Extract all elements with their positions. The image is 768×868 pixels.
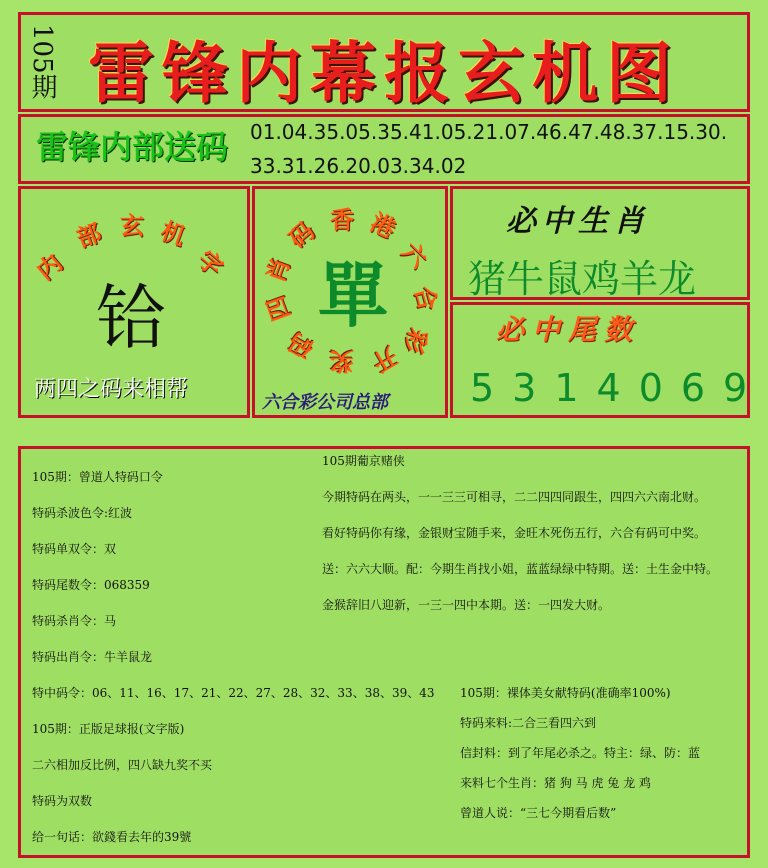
ring-char-3: 六 (395, 236, 434, 274)
list-item: 105期：裸体美女献特码(准确率100%) (460, 686, 671, 700)
list-item: 特码杀波色令:红波 (32, 506, 133, 520)
list-item: 特码出肖令：牛羊鼠龙 (32, 650, 153, 664)
list-item: 特码尾数令：068359 (32, 578, 150, 592)
page-title: 雷锋内幕报玄机图 (88, 34, 680, 112)
ring-char-2: 港 (366, 207, 401, 244)
list-item: 送：六六大顺。配：今期生肖找小姐，蓝蓝绿绿中特期。送：土生金中特。 (322, 562, 719, 576)
ring-char-10: 肖 (260, 253, 296, 287)
arc-char-4: 机 (157, 215, 190, 252)
list-item: 特码来料:二合三看四六到 (460, 716, 597, 730)
ring-char-11: 码 (282, 216, 320, 254)
tail-digits: 5314069 (470, 366, 766, 410)
zodiac-values: 猪牛鼠鸡羊龙 (468, 257, 697, 301)
left-caption: 两四之码来相帮 (34, 377, 189, 402)
ring-char-9: 四 (260, 292, 296, 326)
list-item: 特码杀肖令：马 (32, 614, 117, 628)
ring-char-7: 奖 (330, 347, 354, 376)
list-item: 给一句话：欲錢看去年的39號 (32, 830, 192, 844)
center-big-char: 單 (318, 254, 388, 337)
ring-char-1: 香 (330, 205, 354, 234)
list-item: 特码单双令：双 (32, 542, 117, 556)
list-item: 看好特码你有缘，金银财宝随手来，金旺木死伤五行，六合有码可中奖。 (322, 526, 707, 540)
list-item: 金猴辞旧八迎新，一三一四中本期。送：一四发大财。 (322, 598, 611, 612)
numbers-line-2: 33.31.26.20.03.34.02 (250, 154, 467, 178)
ring-char-5: 彩 (398, 324, 434, 358)
ring-char-8: 码 (283, 327, 319, 365)
list-item: 信封料：到了年尾必杀之。特主：绿、防：蓝 (460, 746, 701, 760)
list-item: 特中码令：06、11、16、17、21、22、27、28、32、33、38、39、43 (32, 686, 435, 700)
list-item: 105期：正版足球报(文字版) (32, 722, 185, 736)
center-footer: 六合彩公司总部 (262, 392, 388, 413)
left-big-char: 铪 (96, 277, 166, 359)
list-item: 特码为双数 (32, 794, 93, 808)
numbers-line-1: 01.04.35.05.35.41.05.21.07.46.47.48.37.15.30. (250, 120, 728, 144)
arc-char-2: 部 (72, 217, 105, 254)
issue-number: 105期 (27, 24, 57, 100)
list-item: 来料七个生肖：猪 狗 马 虎 兔 龙 鸡 (460, 776, 651, 790)
list-item: 曾道人说：“三七今期看后数” (460, 806, 617, 820)
numbers-label: 雷锋内部送码 (35, 128, 228, 166)
arc-char-5: 字 (192, 244, 230, 282)
zodiac-heading: 必中生肖 (506, 204, 650, 239)
list-item: 105期葡京赌侠 (322, 454, 405, 468)
list-item: 二六相加反比例，四八缺九奖不买 (32, 758, 213, 772)
list-item: 今期特码在两头，一一三三可相寻，二二四四同跟生，四四六六南北财。 (322, 490, 707, 504)
ring-char-6: 开 (367, 341, 403, 379)
list-item: 105期：曾道人特码口令 (32, 470, 163, 484)
arc-char-3: 玄 (120, 211, 144, 240)
ring-char-4: 合 (408, 282, 444, 314)
tail-heading: 必中尾数 (496, 313, 641, 346)
arc-char-1: 内 (30, 248, 68, 286)
